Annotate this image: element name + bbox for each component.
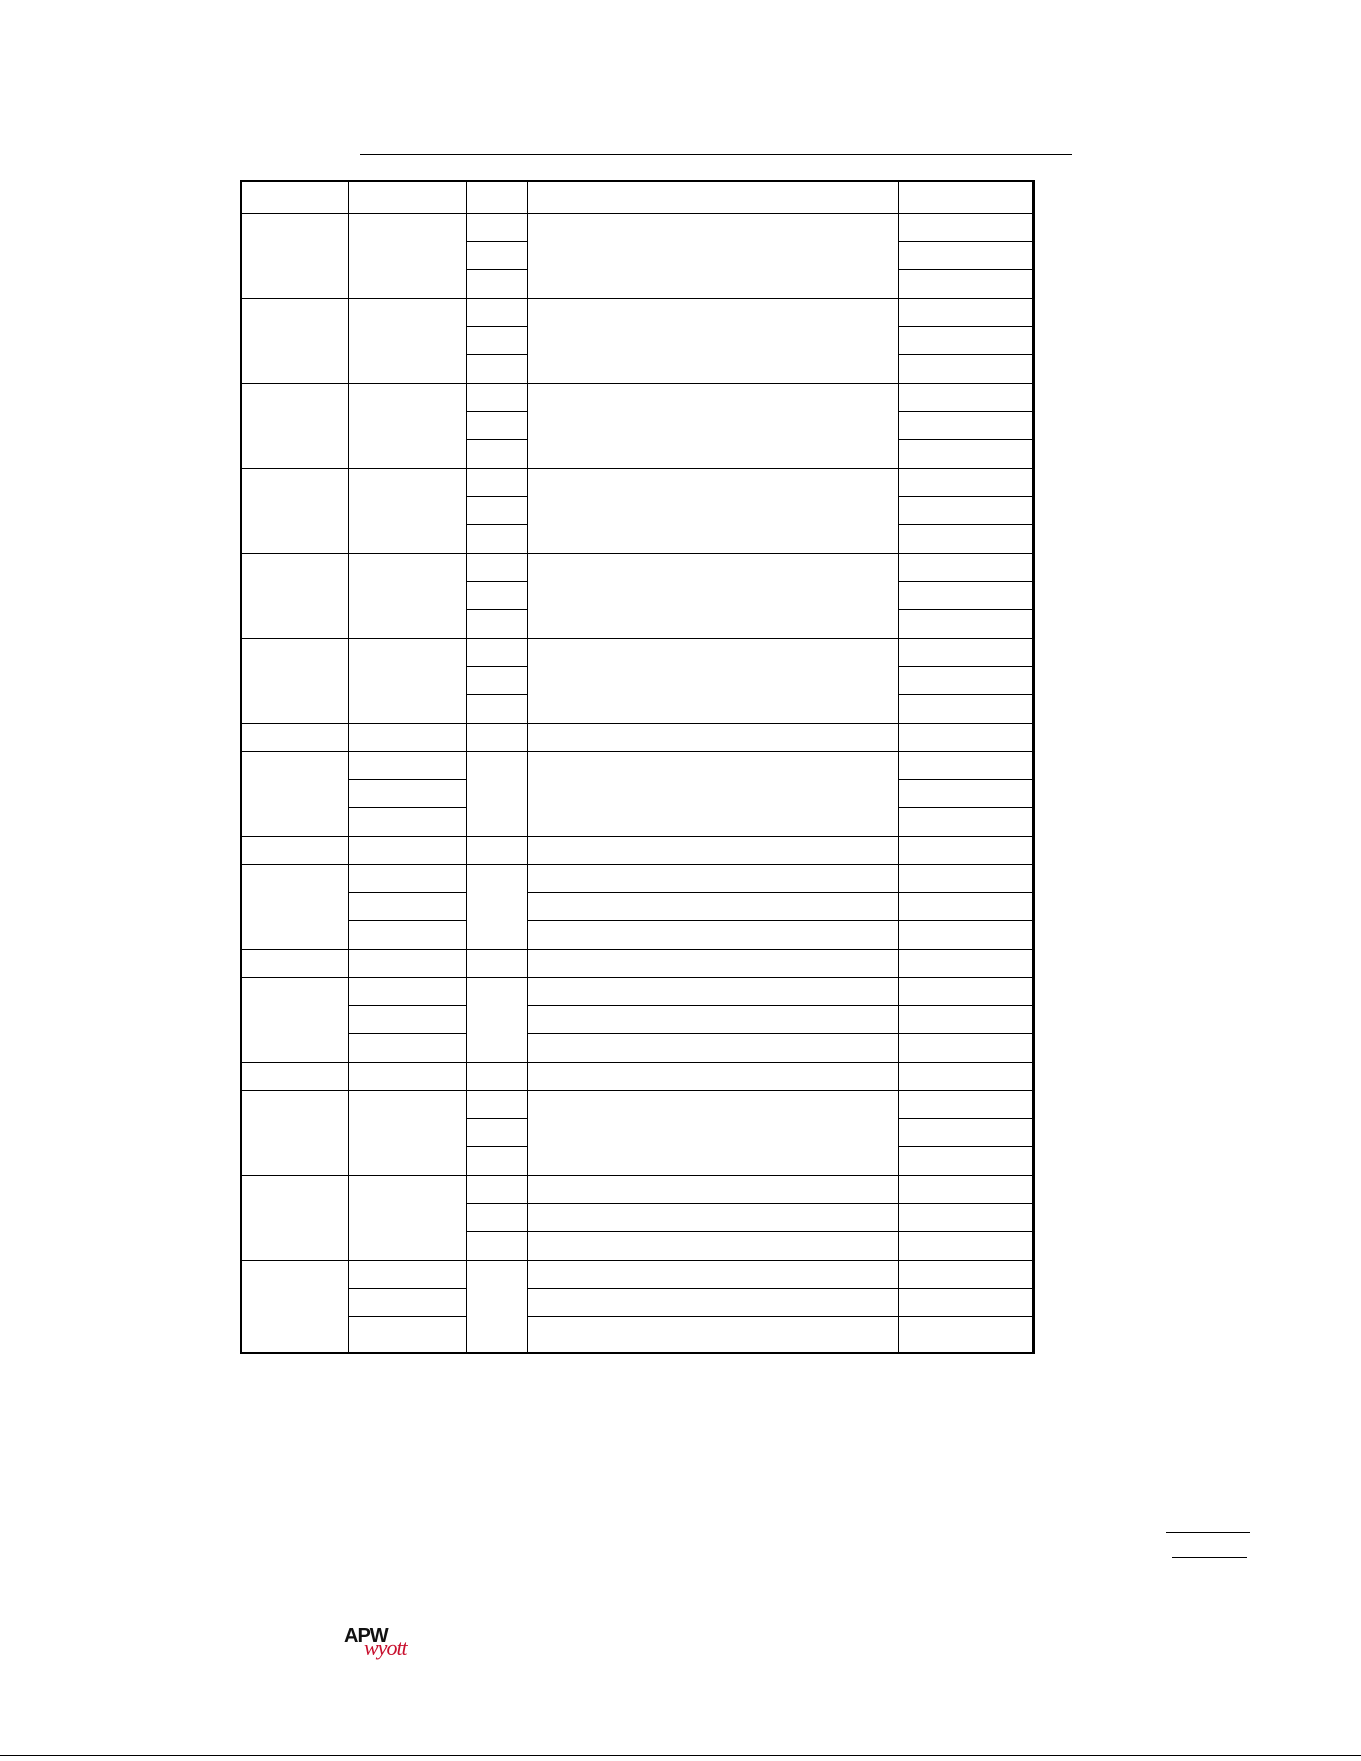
subrow-divider	[898, 609, 1035, 610]
subrow-divider	[527, 1033, 1035, 1034]
row-divider	[240, 383, 1035, 384]
subrow-divider	[348, 1316, 467, 1317]
subrow-divider	[527, 892, 1035, 893]
row-divider	[240, 723, 1035, 724]
subrow-divider	[348, 1288, 467, 1289]
subrow-divider	[466, 326, 528, 327]
row-divider	[240, 468, 1035, 469]
subrow-divider	[466, 1146, 528, 1147]
subrow-divider	[898, 354, 1035, 355]
subrow-divider	[466, 581, 528, 582]
subrow-divider	[348, 807, 467, 808]
subrow-divider	[527, 920, 1035, 921]
header-row-divider	[240, 213, 1035, 214]
subrow-divider	[348, 779, 467, 780]
subrow-divider	[466, 1231, 1035, 1232]
subrow-divider	[348, 892, 467, 893]
row-divider	[240, 638, 1035, 639]
subrow-divider	[466, 524, 528, 525]
subrow-divider	[527, 1288, 1035, 1289]
subrow-divider	[898, 807, 1035, 808]
logo-primary-text: APW	[344, 1625, 388, 1647]
table-border	[240, 180, 1035, 1354]
footer-rule	[1172, 1557, 1247, 1558]
subrow-divider	[898, 241, 1035, 242]
subrow-divider	[898, 439, 1035, 440]
row-divider	[240, 864, 1035, 865]
subrow-divider	[898, 411, 1035, 412]
subrow-divider	[898, 1146, 1035, 1147]
row-divider	[240, 1175, 1035, 1176]
row-divider	[240, 1260, 1035, 1261]
row-divider	[240, 836, 1035, 837]
subrow-divider	[466, 666, 528, 667]
column-divider	[527, 180, 528, 1354]
subrow-divider	[527, 1316, 1035, 1317]
row-divider	[240, 1062, 1035, 1063]
subrow-divider	[898, 666, 1035, 667]
subrow-divider	[898, 326, 1035, 327]
subrow-divider	[466, 241, 528, 242]
column-divider	[466, 180, 467, 1354]
subrow-divider	[466, 354, 528, 355]
column-divider	[348, 180, 349, 1354]
logo-secondary-text: wyott	[364, 1635, 407, 1660]
subrow-divider	[348, 920, 467, 921]
subrow-divider	[898, 1118, 1035, 1119]
subrow-divider	[466, 411, 528, 412]
subrow-divider	[466, 496, 528, 497]
subrow-divider	[466, 694, 528, 695]
header-rule	[360, 154, 1072, 155]
subrow-divider	[466, 1118, 528, 1119]
subrow-divider	[898, 524, 1035, 525]
subrow-divider	[348, 1005, 467, 1006]
subrow-divider	[898, 269, 1035, 270]
row-divider	[240, 553, 1035, 554]
row-divider	[240, 298, 1035, 299]
page-bottom-rule	[0, 1755, 1361, 1756]
subrow-divider	[466, 1203, 1035, 1204]
subrow-divider	[898, 581, 1035, 582]
parts-table	[240, 180, 1035, 1354]
apw-wyott-logo	[344, 1625, 414, 1661]
subrow-divider	[466, 439, 528, 440]
subrow-divider	[466, 609, 528, 610]
subrow-divider	[898, 694, 1035, 695]
row-divider	[240, 1090, 1035, 1091]
subrow-divider	[348, 1033, 467, 1034]
subrow-divider	[898, 496, 1035, 497]
row-divider	[240, 949, 1035, 950]
row-divider	[240, 751, 1035, 752]
subrow-divider	[466, 269, 528, 270]
row-divider	[240, 977, 1035, 978]
footer-rule	[1166, 1532, 1250, 1533]
subrow-divider	[898, 779, 1035, 780]
subrow-divider	[527, 1005, 1035, 1006]
column-divider	[898, 180, 899, 1354]
